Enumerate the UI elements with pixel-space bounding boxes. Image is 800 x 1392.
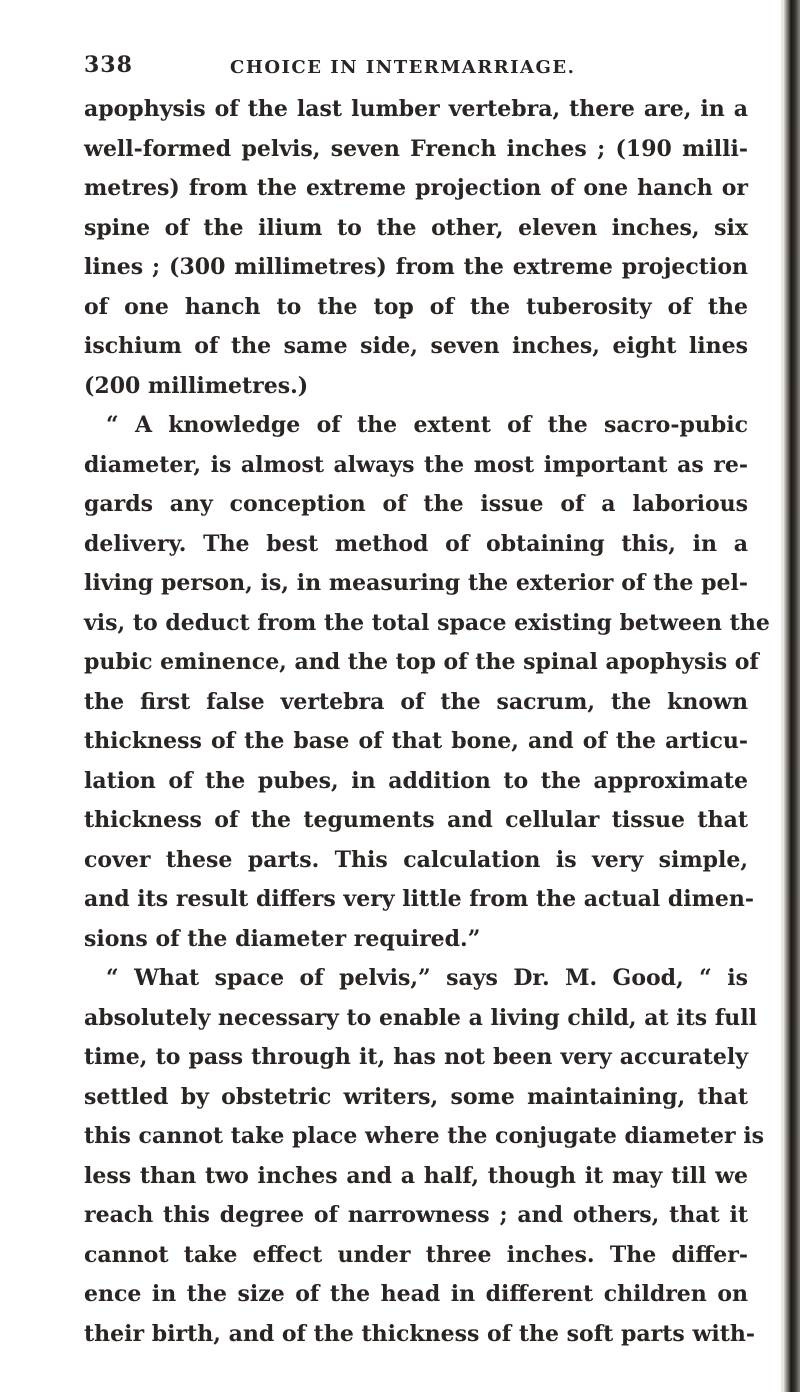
text-line: gards any conception of the issue of a laborious — [84, 491, 748, 517]
text-line: their birth, and of the thickness of the soft parts with- — [84, 1320, 756, 1347]
text-line: pubic eminence, and the top of the spinal apophysis of — [84, 649, 759, 675]
body-text — [84, 90, 770, 1354]
text-line: lation of the pubes, in addition to the approximate — [84, 767, 748, 794]
text-line: ischium of the same side, seven inches, eight lines — [84, 333, 748, 359]
text-line: thickness of the base of that bone, and of the articu- — [84, 728, 748, 754]
text-line: the first false vertebra of the sacrum, the known — [84, 688, 748, 715]
text-line: time, to pass through it, has not been very accurately — [84, 1044, 748, 1070]
text-line: less than two inches and a half, though it may till we — [84, 1162, 748, 1189]
text-line: “ What space of pelvis,” says Dr. M. Good, “ is — [106, 965, 748, 991]
text-line: (200 millimetres.) — [84, 372, 309, 399]
text-line: well-formed pelvis, seven French inches ; (190 milli- — [84, 135, 748, 162]
text-line: delivery. The best method of obtaining this, in a — [84, 530, 748, 557]
text-line: sions of the diameter required.” — [84, 925, 481, 952]
text-line: apophysis of the last lumber vertebra, there are, in a — [84, 96, 748, 122]
text-line: absolutely necessary to enable a living child, at its full — [84, 1004, 758, 1031]
text-line: cover these parts. This calculation is very simple, — [84, 846, 748, 873]
text-line: lines ; (300 millimetres) from the extreme projection — [84, 254, 748, 280]
page-edge-shadow — [784, 0, 800, 1392]
text-line: and its result differs very little from the actual dimen- — [84, 886, 755, 912]
text-line: vis, to deduct from the total space existing between the — [84, 609, 770, 636]
text-line: living person, is, in measuring the exterior of the pel- — [84, 570, 748, 596]
text-line: “ A knowledge of the extent of the sacro-pubic — [106, 412, 748, 438]
text-line: cannot take effect under three inches. The differ- — [84, 1241, 748, 1268]
text-line: diameter, is almost always the most important as re- — [84, 451, 748, 478]
page-number: 338 — [84, 52, 133, 78]
text-line: settled by obstetric writers, some maintaining, that — [84, 1083, 748, 1110]
text-line: this cannot take place where the conjugate diameter is — [84, 1123, 764, 1149]
text-line: thickness of the teguments and cellular tissue that — [84, 807, 748, 833]
running-head: CHOICE IN INTERMARRIAGE. — [230, 57, 576, 78]
text-line: of one hanch to the top of the tuberosity of the — [84, 293, 748, 320]
text-line: reach this degree of narrowness ; and others, that it — [84, 1202, 748, 1228]
text-line: ence in the size of the head in different children on — [84, 1281, 748, 1307]
text-line: spine of the ilium to the other, eleven inches, six — [84, 214, 748, 241]
text-line: metres) from the extreme projection of one hanch or — [84, 175, 748, 201]
